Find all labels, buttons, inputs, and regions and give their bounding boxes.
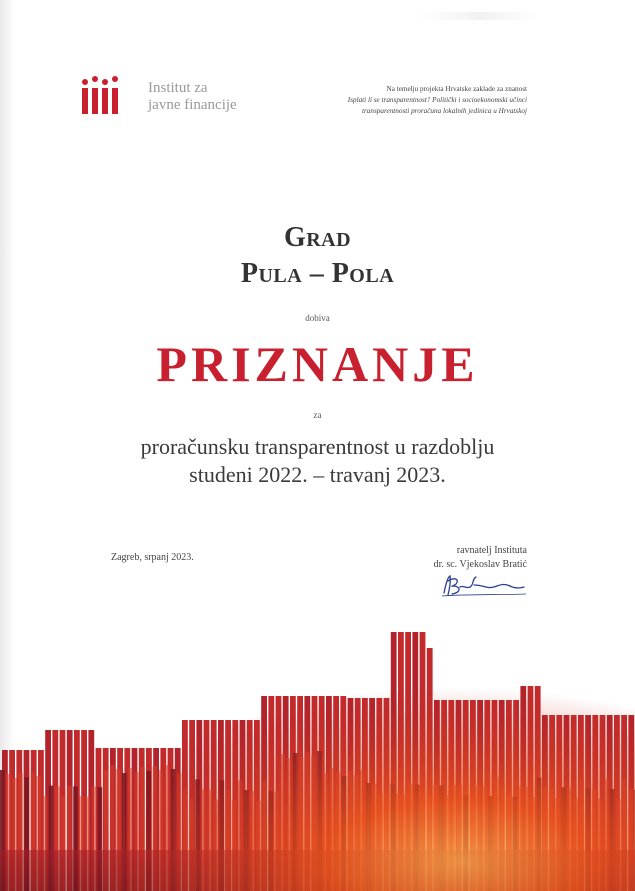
reason-line1: proračunsku transparentnost u razdoblju — [140, 434, 495, 459]
signature-icon — [438, 573, 530, 599]
city-skyline-graphic — [0, 600, 635, 891]
director-name: dr. sc. Vjekoslav Bratić — [433, 559, 527, 570]
director-title: ravnatelj Instituta — [456, 545, 527, 556]
institute-logo-icon — [82, 74, 118, 114]
recipient-line1: Grad — [283, 222, 352, 253]
institute-name-line2: javne financije — [148, 97, 237, 113]
recipient-line2: Pula – Pola — [240, 258, 395, 289]
project-note-line3: transparentnosti proračuna lokalnih jedinica u Hrvatskoj — [362, 107, 527, 115]
scan-mark — [420, 12, 540, 20]
institute-name-line1: Institut za — [148, 80, 208, 96]
place-date: Zagreb, srpanj 2023. — [111, 552, 194, 563]
project-note-line2: Isplati li se transparentnost? Politički i socioekonomski učinci — [347, 96, 527, 104]
institute-name — [148, 80, 237, 114]
receives-text: dobiva — [305, 313, 330, 323]
reason-line2: studeni 2022. – travanj 2023. — [189, 462, 446, 487]
project-note-line1: Na temelju projekta Hrvatske zaklade za znanost — [386, 85, 527, 93]
director-block — [434, 544, 527, 572]
project-note — [307, 84, 527, 117]
award-title: PRIZNANJE — [156, 336, 479, 392]
for-text: za — [313, 410, 322, 420]
